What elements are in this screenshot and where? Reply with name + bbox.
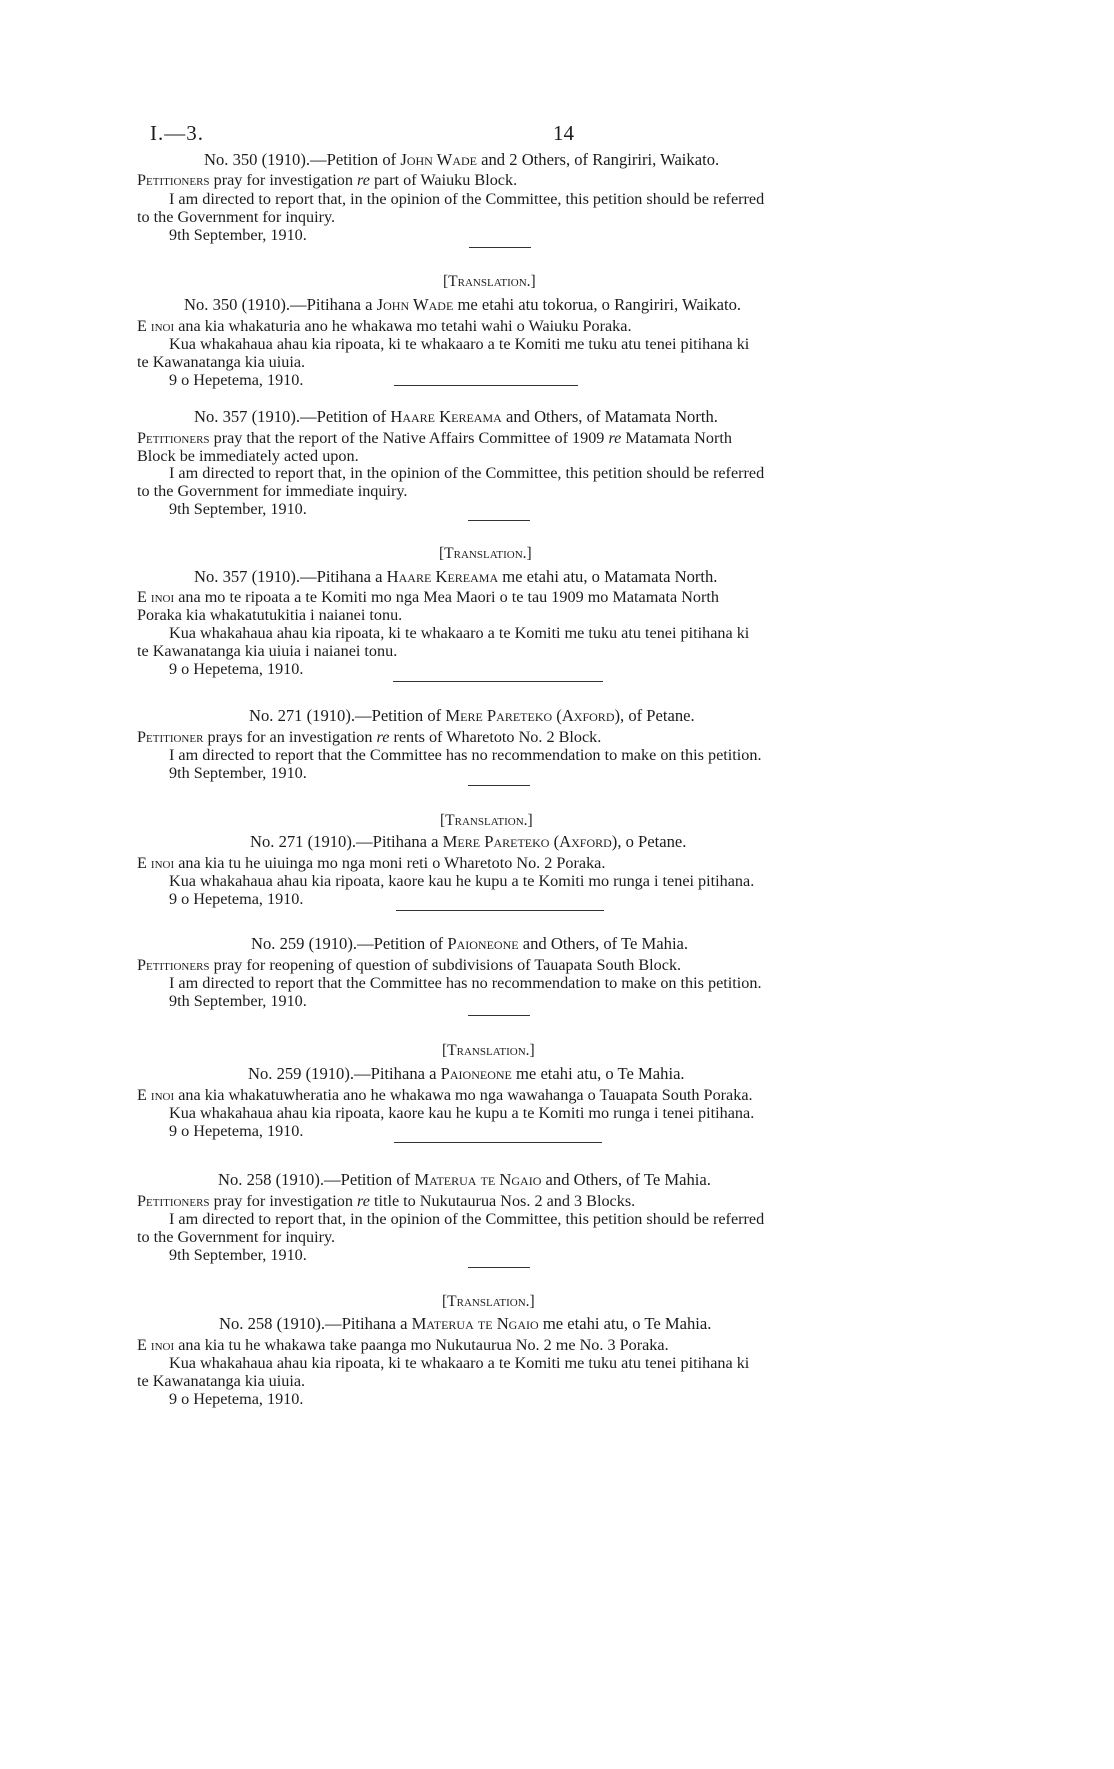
petition-heading: No. 357 (1910).—Pitihana a Haare Kereama me etahi atu, o Matamata North.	[194, 567, 718, 586]
report-line: Kua whakahaua ahau kia ripoata, ki te whakaaro a te Komiti me tuku atu tenei pitihana ki	[169, 1354, 750, 1372]
report-line: to the Government for immediate inquiry.	[137, 482, 408, 500]
translation-tag: [Translation.]	[439, 545, 532, 562]
separator-rule	[394, 385, 578, 386]
report-line: I am directed to report that the Committee has no recommendation to make on this petition.	[169, 746, 762, 764]
date-line: 9 o Hepetema, 1910.	[169, 1390, 304, 1408]
petition-heading: No. 258 (1910).—Petition of Materua te Ngaio and Others, of Te Mahia.	[218, 1170, 711, 1189]
petition-prayer: Petitioner prays for an investigation re rents of Wharetoto No. 2 Block.	[137, 728, 602, 746]
petition-heading: No. 357 (1910).—Petition of Haare Kereama and Others, of Matamata North.	[194, 407, 718, 426]
report-line: I am directed to report that, in the opinion of the Committee, this petition should be referred	[169, 190, 765, 208]
petition-heading: No. 271 (1910).—Petition of Mere Pareteko (Axford), of Petane.	[249, 706, 695, 725]
date-line: 9 o Hepetema, 1910.	[169, 371, 304, 389]
date-line: 9th September, 1910.	[169, 500, 307, 518]
petition-prayer: E inoi ana kia whakaturia ano he whakawa mo tetahi wahi o Waiuku Poraka.	[137, 317, 632, 335]
petition-prayer: Petitioners pray that the report of the Native Affairs Committee of 1909 re Matamata North	[137, 429, 732, 447]
petition-prayer-cont: Poraka kia whakatutukitia i naianei tonu.	[137, 606, 403, 624]
page-number: 14	[553, 121, 574, 145]
separator-rule	[396, 910, 604, 911]
petition-prayer: Petitioners pray for investigation re title to Nukutaurua Nos. 2 and 3 Blocks.	[137, 1192, 636, 1210]
petition-heading: No. 350 (1910).—Petition of John Wade and 2 Others, of Rangiriri, Waikato.	[204, 150, 720, 169]
report-line: to the Government for inquiry.	[137, 208, 336, 226]
date-line: 9th September, 1910.	[169, 764, 307, 782]
separator-rule	[468, 520, 530, 521]
report-line: Kua whakahaua ahau kia ripoata, ki te whakaaro a te Komiti me tuku atu tenei pitihana ki	[169, 624, 750, 642]
petition-prayer: Petitioners pray for reopening of question of subdivisions of Tauapata South Block.	[137, 956, 682, 974]
separator-rule	[468, 1267, 530, 1268]
report-line: I am directed to report that, in the opinion of the Committee, this petition should be referred	[169, 464, 765, 482]
report-line: I am directed to report that, in the opinion of the Committee, this petition should be referred	[169, 1210, 765, 1228]
separator-rule	[468, 785, 530, 786]
petition-prayer: E inoi ana kia tu he whakawa take paanga mo Nukutaurua No. 2 me No. 3 Poraka.	[137, 1336, 669, 1354]
petition-prayer: E inoi ana kia whakatuwheratia ano he whakawa mo nga wawahanga o Tauapata South Poraka.	[137, 1086, 753, 1104]
report-line: Kua whakahaua ahau kia ripoata, kaore kau he kupu a te Komiti mo runga i tenei pitihana.	[169, 872, 755, 890]
petition-heading: No. 259 (1910).—Petition of Paioneone and Others, of Te Mahia.	[251, 934, 689, 953]
report-line: te Kawanatanga kia uiuia.	[137, 353, 306, 371]
date-line: 9 o Hepetema, 1910.	[169, 660, 304, 678]
date-line: 9th September, 1910.	[169, 992, 307, 1010]
petition-prayer: E inoi ana kia tu he uiuinga mo nga moni reti o Wharetoto No. 2 Poraka.	[137, 854, 606, 872]
translation-tag: [Translation.]	[442, 1042, 535, 1059]
petition-prayer-cont: Block be immediately acted upon.	[137, 447, 359, 465]
separator-rule	[394, 1142, 602, 1143]
report-line: I am directed to report that the Committee has no recommendation to make on this petition.	[169, 974, 762, 992]
petition-heading: No. 271 (1910).—Pitihana a Mere Pareteko (Axford), o Petane.	[250, 832, 687, 851]
series-reference: I.—3.	[150, 121, 204, 145]
date-line: 9th September, 1910.	[169, 226, 307, 244]
petition-heading: No. 259 (1910).—Pitihana a Paioneone me etahi atu, o Te Mahia.	[248, 1064, 685, 1083]
separator-rule	[393, 681, 603, 682]
separator-rule	[469, 247, 531, 248]
report-line: te Kawanatanga kia uiuia.	[137, 1372, 306, 1390]
date-line: 9 o Hepetema, 1910.	[169, 1122, 304, 1140]
date-line: 9th September, 1910.	[169, 1246, 307, 1264]
report-line: te Kawanatanga kia uiuia i naianei tonu.	[137, 642, 398, 660]
date-line: 9 o Hepetema, 1910.	[169, 890, 304, 908]
petition-prayer: Petitioners pray for investigation re part of Waiuku Block.	[137, 171, 518, 189]
translation-tag: [Translation.]	[440, 812, 533, 829]
separator-rule	[468, 1015, 530, 1016]
petition-prayer: E inoi ana mo te ripoata a te Komiti mo nga Mea Maori o te tau 1909 mo Matamata North	[137, 588, 719, 606]
translation-tag: [Translation.]	[442, 1293, 535, 1310]
petition-heading: No. 350 (1910).—Pitihana a John Wade me etahi atu tokorua, o Rangiriri, Waikato.	[184, 295, 742, 314]
report-line: to the Government for inquiry.	[137, 1228, 336, 1246]
petition-heading: No. 258 (1910).—Pitihana a Materua te Ngaio me etahi atu, o Te Mahia.	[219, 1314, 712, 1333]
report-line: Kua whakahaua ahau kia ripoata, ki te whakaaro a te Komiti me tuku atu tenei pitihana ki	[169, 335, 750, 353]
translation-tag: [Translation.]	[443, 273, 536, 290]
report-line: Kua whakahaua ahau kia ripoata, kaore kau he kupu a te Komiti mo runga i tenei pitihana.	[169, 1104, 755, 1122]
